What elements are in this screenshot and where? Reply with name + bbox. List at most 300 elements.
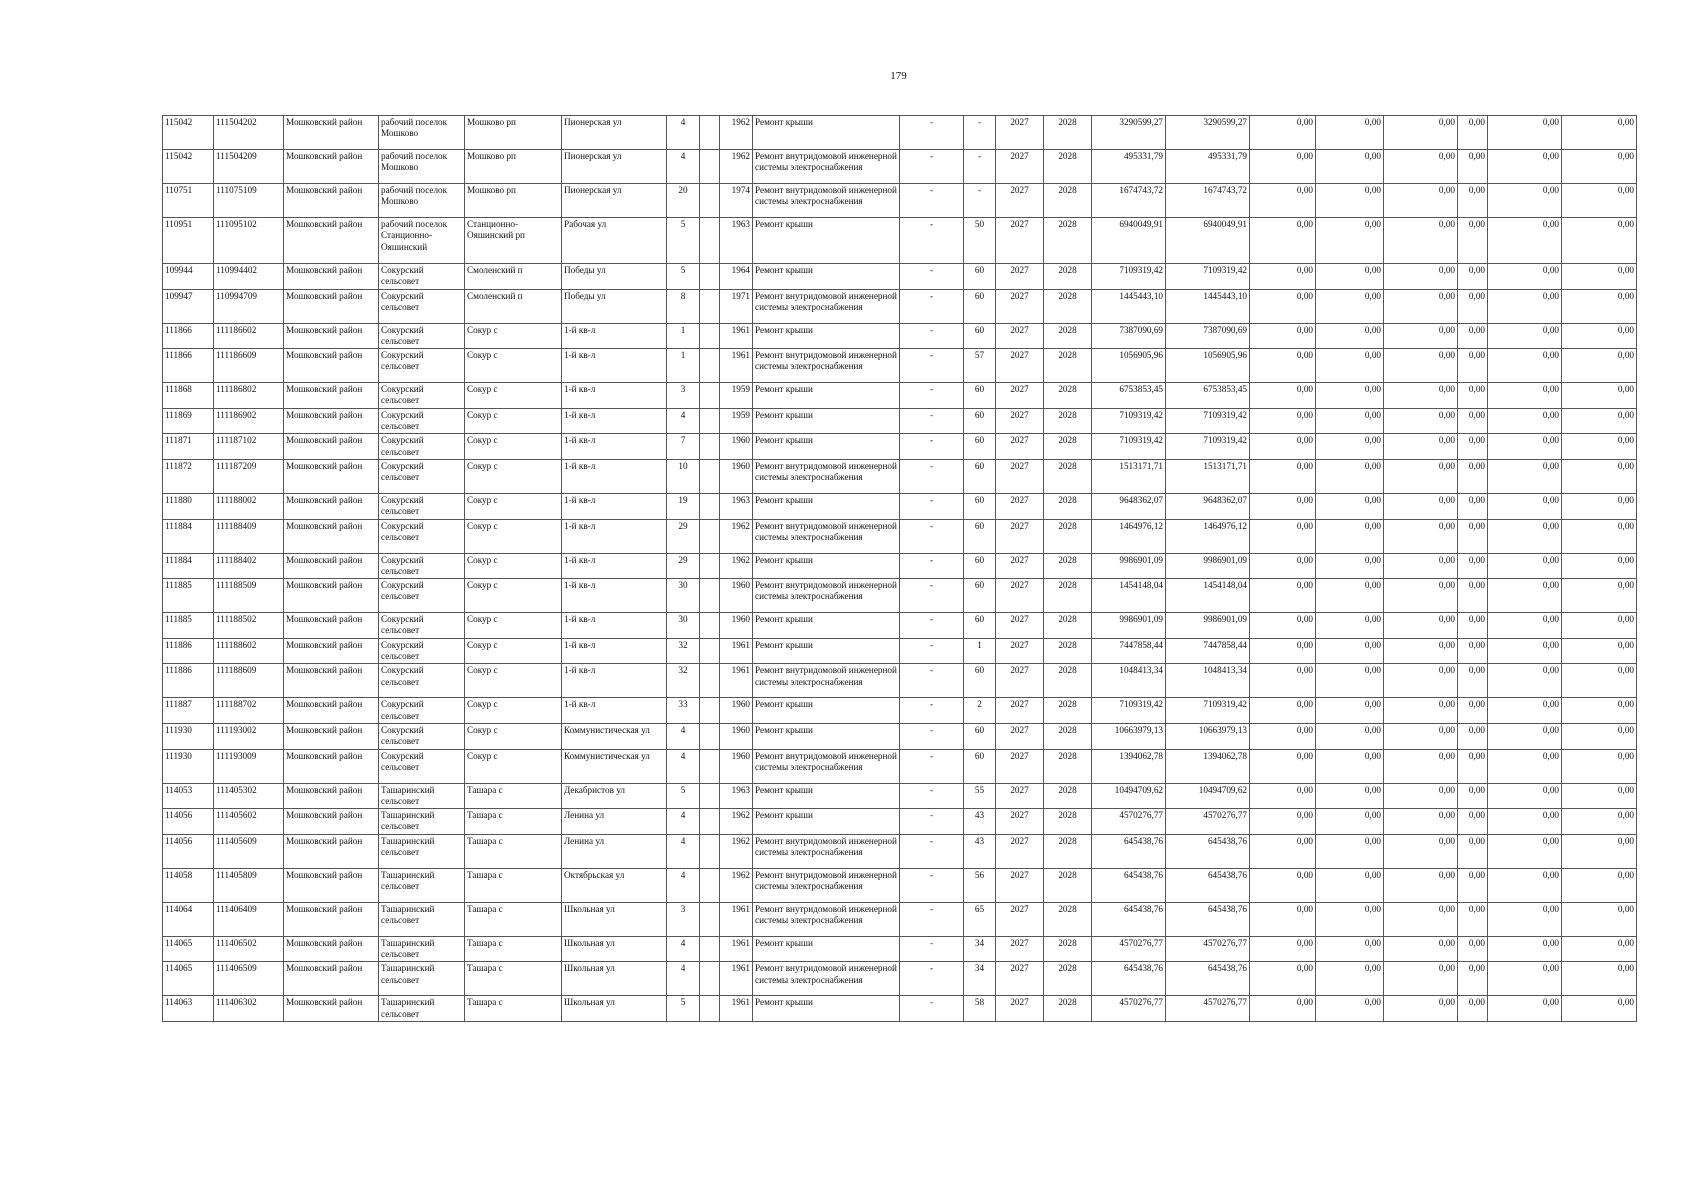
cell-cost-owners: 0,00 <box>1488 493 1562 519</box>
cell-address-id: 109944 <box>163 264 214 290</box>
cell-municipality: Сокурский сельсовет <box>379 664 465 698</box>
cell-building <box>700 150 720 184</box>
cell-work-id: 111187209 <box>214 459 284 493</box>
cell-end-year: 2028 <box>1044 459 1092 493</box>
cell-municipality: рабочий поселок Мошково <box>379 116 465 150</box>
cell-col-value: - <box>964 184 996 218</box>
cell-address-id: 114065 <box>163 936 214 962</box>
cell-cost-fund: 645438,76 <box>1166 902 1250 936</box>
cell-total-cost: 1394062,78 <box>1092 749 1166 783</box>
cell-district: Мошковский район <box>284 613 379 639</box>
cell-year-built: 1962 <box>720 519 753 553</box>
table-row <box>163 323 1637 349</box>
cell-cost-regional: 0,00 <box>1316 698 1384 724</box>
cell-house-number: 3 <box>667 383 700 409</box>
cell-cost-fund: 495331,79 <box>1166 150 1250 184</box>
cell-cost-regional: 0,00 <box>1316 519 1384 553</box>
cell-cost-federal: 0,00 <box>1250 613 1316 639</box>
cell-building <box>700 902 720 936</box>
cell-building <box>700 434 720 460</box>
cell-building <box>700 459 720 493</box>
cell-building <box>700 349 720 383</box>
cell-cost-regional: 0,00 <box>1316 383 1384 409</box>
cell-cost-fund: 645438,76 <box>1166 834 1250 868</box>
cell-settlement: Сокур с <box>465 553 562 579</box>
cell-cost-regional: 0,00 <box>1316 264 1384 290</box>
cell-address-id: 114056 <box>163 809 214 835</box>
cell-start-year: 2027 <box>996 996 1044 1022</box>
cell-address-id: 111866 <box>163 323 214 349</box>
cell-building <box>700 962 720 996</box>
cell-settlement: Сокур с <box>465 579 562 613</box>
cell-cost-owners: 0,00 <box>1488 289 1562 323</box>
cell-cost-federal: 0,00 <box>1250 493 1316 519</box>
cell-work-type: Ремонт внутридомовой инженерной системы электроснабжения <box>753 664 900 698</box>
cell-house-number: 8 <box>667 289 700 323</box>
cell-house-number: 32 <box>667 638 700 664</box>
cell-col-value: 60 <box>964 434 996 460</box>
cell-cost-local: 0,00 <box>1384 493 1458 519</box>
cell-cost-owners: 0,00 <box>1488 834 1562 868</box>
cell-cost-local: 0,00 <box>1384 996 1458 1022</box>
cell-street: Пионерская ул <box>562 116 667 150</box>
cell-street: 1-й кв-л <box>562 664 667 698</box>
cell-cost-local: 0,00 <box>1384 323 1458 349</box>
cell-col-dash: - <box>900 553 964 579</box>
cell-cost-fund: 645438,76 <box>1166 962 1250 996</box>
cell-col-value: 2 <box>964 698 996 724</box>
cell-work-id: 111186609 <box>214 349 284 383</box>
cell-cost-federal: 0,00 <box>1250 723 1316 749</box>
table-row <box>163 962 1637 996</box>
cell-col-value: 57 <box>964 349 996 383</box>
cell-municipality: Сокурский сельсовет <box>379 613 465 639</box>
cell-cost-regional: 0,00 <box>1316 116 1384 150</box>
cell-end-year: 2028 <box>1044 868 1092 902</box>
cell-cost-regional: 0,00 <box>1316 638 1384 664</box>
cell-cost-owners: 0,00 <box>1488 936 1562 962</box>
cell-address-id: 111885 <box>163 579 214 613</box>
cell-col-dash: - <box>900 664 964 698</box>
cell-street: Ленина ул <box>562 809 667 835</box>
cell-total-cost: 4570276,77 <box>1092 809 1166 835</box>
cell-cost-fund: 1056905,96 <box>1166 349 1250 383</box>
cell-cost-regional: 0,00 <box>1316 723 1384 749</box>
cell-work-type: Ремонт крыши <box>753 783 900 809</box>
table-row <box>163 459 1637 493</box>
table-row <box>163 519 1637 553</box>
cell-end-year: 2028 <box>1044 996 1092 1022</box>
cell-total-cost: 7387090,69 <box>1092 323 1166 349</box>
cell-work-type: Ремонт крыши <box>753 408 900 434</box>
cell-cost-owners: 0,00 <box>1488 459 1562 493</box>
cell-district: Мошковский район <box>284 579 379 613</box>
cell-cost-owners: 0,00 <box>1488 383 1562 409</box>
cell-col-value: 60 <box>964 553 996 579</box>
cell-total-cost: 6753853,45 <box>1092 383 1166 409</box>
cell-house-number: 5 <box>667 783 700 809</box>
cell-year-built: 1962 <box>720 868 753 902</box>
cell-building <box>700 218 720 264</box>
cell-work-type: Ремонт внутридомовой инженерной системы электроснабжения <box>753 349 900 383</box>
cell-cost-extra: 0,00 <box>1562 553 1637 579</box>
cell-cost-regional: 0,00 <box>1316 434 1384 460</box>
cell-address-id: 109947 <box>163 289 214 323</box>
cell-cost-regional: 0,00 <box>1316 553 1384 579</box>
cell-building <box>700 519 720 553</box>
cell-col-dash: - <box>900 289 964 323</box>
cell-work-type: Ремонт внутридомовой инженерной системы электроснабжения <box>753 868 900 902</box>
cell-year-built: 1962 <box>720 809 753 835</box>
cell-year-built: 1971 <box>720 289 753 323</box>
cell-end-year: 2028 <box>1044 783 1092 809</box>
cell-start-year: 2027 <box>996 519 1044 553</box>
cell-cost-regional: 0,00 <box>1316 218 1384 264</box>
cell-cost-owners: 0,00 <box>1488 264 1562 290</box>
cell-start-year: 2027 <box>996 579 1044 613</box>
cell-municipality: Ташаринский сельсовет <box>379 783 465 809</box>
cell-work-type: Ремонт крыши <box>753 264 900 290</box>
cell-house-number: 4 <box>667 723 700 749</box>
cell-cost-other: 0,00 <box>1458 783 1488 809</box>
cell-start-year: 2027 <box>996 408 1044 434</box>
cell-total-cost: 10494709,62 <box>1092 783 1166 809</box>
cell-cost-local: 0,00 <box>1384 783 1458 809</box>
cell-start-year: 2027 <box>996 383 1044 409</box>
cell-building <box>700 383 720 409</box>
page-number: 179 <box>890 70 907 82</box>
cell-work-type: Ремонт внутридомовой инженерной системы электроснабжения <box>753 962 900 996</box>
cell-work-id: 111188402 <box>214 553 284 579</box>
cell-settlement: Сокур с <box>465 519 562 553</box>
cell-building <box>700 323 720 349</box>
cell-street: 1-й кв-л <box>562 383 667 409</box>
cell-municipality: Сокурский сельсовет <box>379 579 465 613</box>
cell-total-cost: 4570276,77 <box>1092 996 1166 1022</box>
cell-cost-regional: 0,00 <box>1316 613 1384 639</box>
cell-total-cost: 1056905,96 <box>1092 349 1166 383</box>
cell-street: Коммунистическая ул <box>562 723 667 749</box>
cell-work-type: Ремонт внутридомовой инженерной системы электроснабжения <box>753 289 900 323</box>
cell-cost-extra: 0,00 <box>1562 289 1637 323</box>
cell-cost-regional: 0,00 <box>1316 664 1384 698</box>
cell-col-dash: - <box>900 962 964 996</box>
cell-cost-federal: 0,00 <box>1250 264 1316 290</box>
cell-cost-federal: 0,00 <box>1250 519 1316 553</box>
cell-cost-local: 0,00 <box>1384 519 1458 553</box>
cell-work-id: 111193002 <box>214 723 284 749</box>
cell-end-year: 2028 <box>1044 264 1092 290</box>
cell-cost-owners: 0,00 <box>1488 349 1562 383</box>
cell-work-id: 111504209 <box>214 150 284 184</box>
cell-municipality: Сокурский сельсовет <box>379 553 465 579</box>
cell-address-id: 111885 <box>163 613 214 639</box>
cell-cost-fund: 1394062,78 <box>1166 749 1250 783</box>
cell-work-type: Ремонт внутридомовой инженерной системы электроснабжения <box>753 902 900 936</box>
table-row <box>163 349 1637 383</box>
cell-year-built: 1960 <box>720 459 753 493</box>
cell-work-type: Ремонт крыши <box>753 493 900 519</box>
cell-cost-fund: 1513171,71 <box>1166 459 1250 493</box>
cell-col-dash: - <box>900 383 964 409</box>
cell-street: Пионерская ул <box>562 184 667 218</box>
cell-year-built: 1960 <box>720 579 753 613</box>
cell-district: Мошковский район <box>284 408 379 434</box>
cell-cost-local: 0,00 <box>1384 868 1458 902</box>
cell-settlement: Сокур с <box>465 638 562 664</box>
table-row <box>163 749 1637 783</box>
cell-building <box>700 264 720 290</box>
cell-work-type: Ремонт крыши <box>753 638 900 664</box>
cell-cost-local: 0,00 <box>1384 809 1458 835</box>
cell-address-id: 114058 <box>163 868 214 902</box>
cell-cost-other: 0,00 <box>1458 809 1488 835</box>
cell-start-year: 2027 <box>996 638 1044 664</box>
table-row <box>163 553 1637 579</box>
cell-start-year: 2027 <box>996 664 1044 698</box>
cell-cost-regional: 0,00 <box>1316 962 1384 996</box>
cell-street: Школьная ул <box>562 996 667 1022</box>
cell-end-year: 2028 <box>1044 834 1092 868</box>
cell-cost-regional: 0,00 <box>1316 184 1384 218</box>
cell-address-id: 114065 <box>163 962 214 996</box>
cell-work-id: 111405602 <box>214 809 284 835</box>
cell-address-id: 111886 <box>163 638 214 664</box>
cell-start-year: 2027 <box>996 698 1044 724</box>
cell-cost-federal: 0,00 <box>1250 408 1316 434</box>
cell-settlement: Сокур с <box>465 408 562 434</box>
cell-year-built: 1959 <box>720 408 753 434</box>
cell-cost-local: 0,00 <box>1384 218 1458 264</box>
cell-house-number: 4 <box>667 834 700 868</box>
cell-address-id: 111880 <box>163 493 214 519</box>
cell-cost-regional: 0,00 <box>1316 902 1384 936</box>
cell-col-dash: - <box>900 996 964 1022</box>
cell-col-dash: - <box>900 783 964 809</box>
cell-street: 1-й кв-л <box>562 459 667 493</box>
cell-total-cost: 645438,76 <box>1092 962 1166 996</box>
cell-cost-extra: 0,00 <box>1562 434 1637 460</box>
table-row <box>163 613 1637 639</box>
cell-cost-fund: 4570276,77 <box>1166 996 1250 1022</box>
cell-total-cost: 7109319,42 <box>1092 264 1166 290</box>
cell-col-value: 60 <box>964 749 996 783</box>
cell-settlement: Ташара с <box>465 834 562 868</box>
cell-municipality: Ташаринский сельсовет <box>379 996 465 1022</box>
cell-start-year: 2027 <box>996 936 1044 962</box>
cell-col-dash: - <box>900 349 964 383</box>
table-row <box>163 809 1637 835</box>
cell-year-built: 1960 <box>720 613 753 639</box>
cell-cost-fund: 1674743,72 <box>1166 184 1250 218</box>
cell-cost-federal: 0,00 <box>1250 184 1316 218</box>
cell-cost-federal: 0,00 <box>1250 218 1316 264</box>
cell-settlement: Ташара с <box>465 868 562 902</box>
cell-building <box>700 493 720 519</box>
table-row <box>163 218 1637 264</box>
cell-district: Мошковский район <box>284 809 379 835</box>
table-row <box>163 383 1637 409</box>
cell-work-id: 111193009 <box>214 749 284 783</box>
cell-work-type: Ремонт крыши <box>753 613 900 639</box>
cell-cost-federal: 0,00 <box>1250 579 1316 613</box>
cell-cost-other: 0,00 <box>1458 519 1488 553</box>
cell-address-id: 111869 <box>163 408 214 434</box>
cell-settlement: Сокур с <box>465 323 562 349</box>
cell-municipality: Сокурский сельсовет <box>379 493 465 519</box>
cell-start-year: 2027 <box>996 834 1044 868</box>
cell-municipality: Ташаринский сельсовет <box>379 936 465 962</box>
cell-cost-local: 0,00 <box>1384 349 1458 383</box>
cell-cost-owners: 0,00 <box>1488 698 1562 724</box>
cell-cost-other: 0,00 <box>1458 553 1488 579</box>
cell-cost-extra: 0,00 <box>1562 264 1637 290</box>
cell-col-dash: - <box>900 408 964 434</box>
cell-street: 1-й кв-л <box>562 323 667 349</box>
cell-total-cost: 9986901,09 <box>1092 553 1166 579</box>
cell-address-id: 111866 <box>163 349 214 383</box>
cell-total-cost: 6940049,91 <box>1092 218 1166 264</box>
table-row <box>163 868 1637 902</box>
cell-col-dash: - <box>900 902 964 936</box>
cell-work-id: 111075109 <box>214 184 284 218</box>
cell-cost-local: 0,00 <box>1384 723 1458 749</box>
cell-cost-extra: 0,00 <box>1562 383 1637 409</box>
cell-house-number: 32 <box>667 664 700 698</box>
cell-street: 1-й кв-л <box>562 638 667 664</box>
cell-col-dash: - <box>900 116 964 150</box>
cell-building <box>700 408 720 434</box>
cell-settlement: Сокур с <box>465 698 562 724</box>
cell-col-value: 1 <box>964 638 996 664</box>
cell-cost-extra: 0,00 <box>1562 579 1637 613</box>
cell-cost-other: 0,00 <box>1458 723 1488 749</box>
cell-col-dash: - <box>900 579 964 613</box>
cell-district: Мошковский район <box>284 936 379 962</box>
cell-work-type: Ремонт внутридомовой инженерной системы электроснабжения <box>753 519 900 553</box>
cell-start-year: 2027 <box>996 613 1044 639</box>
cell-cost-fund: 7109319,42 <box>1166 408 1250 434</box>
cell-cost-regional: 0,00 <box>1316 783 1384 809</box>
cell-cost-federal: 0,00 <box>1250 150 1316 184</box>
cell-cost-federal: 0,00 <box>1250 323 1316 349</box>
cell-cost-owners: 0,00 <box>1488 809 1562 835</box>
cell-year-built: 1963 <box>720 783 753 809</box>
cell-cost-fund: 4570276,77 <box>1166 936 1250 962</box>
table-row <box>163 434 1637 460</box>
cell-cost-extra: 0,00 <box>1562 723 1637 749</box>
table-row <box>163 289 1637 323</box>
cell-total-cost: 645438,76 <box>1092 834 1166 868</box>
cell-cost-local: 0,00 <box>1384 902 1458 936</box>
cell-col-dash: - <box>900 868 964 902</box>
cell-total-cost: 645438,76 <box>1092 868 1166 902</box>
cell-cost-owners: 0,00 <box>1488 579 1562 613</box>
cell-total-cost: 10663979,13 <box>1092 723 1166 749</box>
cell-cost-other: 0,00 <box>1458 383 1488 409</box>
cell-cost-federal: 0,00 <box>1250 809 1316 835</box>
table-row <box>163 834 1637 868</box>
cell-district: Мошковский район <box>284 264 379 290</box>
cell-col-value: 34 <box>964 936 996 962</box>
cell-building <box>700 553 720 579</box>
cell-district: Мошковский район <box>284 749 379 783</box>
cell-year-built: 1962 <box>720 116 753 150</box>
cell-cost-other: 0,00 <box>1458 323 1488 349</box>
cell-cost-federal: 0,00 <box>1250 349 1316 383</box>
cell-end-year: 2028 <box>1044 184 1092 218</box>
cell-cost-fund: 10663979,13 <box>1166 723 1250 749</box>
table-row <box>163 579 1637 613</box>
cell-cost-federal: 0,00 <box>1250 664 1316 698</box>
cell-cost-extra: 0,00 <box>1562 218 1637 264</box>
cell-cost-fund: 3290599,27 <box>1166 116 1250 150</box>
cell-street: Победы ул <box>562 264 667 290</box>
cell-col-value: 60 <box>964 664 996 698</box>
cell-cost-local: 0,00 <box>1384 553 1458 579</box>
cell-building <box>700 749 720 783</box>
cell-cost-extra: 0,00 <box>1562 519 1637 553</box>
cell-cost-fund: 10494709,62 <box>1166 783 1250 809</box>
cell-cost-local: 0,00 <box>1384 936 1458 962</box>
cell-work-id: 111405809 <box>214 868 284 902</box>
cell-house-number: 5 <box>667 264 700 290</box>
cell-cost-fund: 9986901,09 <box>1166 613 1250 639</box>
cell-cost-federal: 0,00 <box>1250 116 1316 150</box>
cell-start-year: 2027 <box>996 809 1044 835</box>
cell-start-year: 2027 <box>996 289 1044 323</box>
cell-col-dash: - <box>900 749 964 783</box>
cell-end-year: 2028 <box>1044 698 1092 724</box>
cell-cost-extra: 0,00 <box>1562 809 1637 835</box>
cell-district: Мошковский район <box>284 459 379 493</box>
cell-address-id: 110751 <box>163 184 214 218</box>
cell-work-id: 111406409 <box>214 902 284 936</box>
cell-work-type: Ремонт крыши <box>753 218 900 264</box>
cell-col-dash: - <box>900 218 964 264</box>
cell-start-year: 2027 <box>996 349 1044 383</box>
cell-cost-owners: 0,00 <box>1488 184 1562 218</box>
cell-start-year: 2027 <box>996 434 1044 460</box>
cell-end-year: 2028 <box>1044 289 1092 323</box>
cell-address-id: 111930 <box>163 749 214 783</box>
cell-settlement: Ташара с <box>465 962 562 996</box>
cell-cost-federal: 0,00 <box>1250 962 1316 996</box>
cell-work-type: Ремонт крыши <box>753 323 900 349</box>
cell-cost-regional: 0,00 <box>1316 323 1384 349</box>
cell-municipality: Сокурский сельсовет <box>379 749 465 783</box>
cell-cost-other: 0,00 <box>1458 962 1488 996</box>
cell-end-year: 2028 <box>1044 553 1092 579</box>
cell-cost-other: 0,00 <box>1458 218 1488 264</box>
cell-col-value: 60 <box>964 383 996 409</box>
cell-cost-other: 0,00 <box>1458 868 1488 902</box>
cell-cost-federal: 0,00 <box>1250 936 1316 962</box>
cell-street: Коммунистическая ул <box>562 749 667 783</box>
cell-address-id: 114056 <box>163 834 214 868</box>
cell-start-year: 2027 <box>996 902 1044 936</box>
cell-col-value: 56 <box>964 868 996 902</box>
cell-building <box>700 723 720 749</box>
cell-cost-extra: 0,00 <box>1562 783 1637 809</box>
cell-house-number: 30 <box>667 613 700 639</box>
cell-district: Мошковский район <box>284 519 379 553</box>
cell-work-type: Ремонт внутридомовой инженерной системы электроснабжения <box>753 749 900 783</box>
cell-cost-regional: 0,00 <box>1316 150 1384 184</box>
cell-cost-other: 0,00 <box>1458 459 1488 493</box>
cell-district: Мошковский район <box>284 150 379 184</box>
cell-municipality: Сокурский сельсовет <box>379 519 465 553</box>
